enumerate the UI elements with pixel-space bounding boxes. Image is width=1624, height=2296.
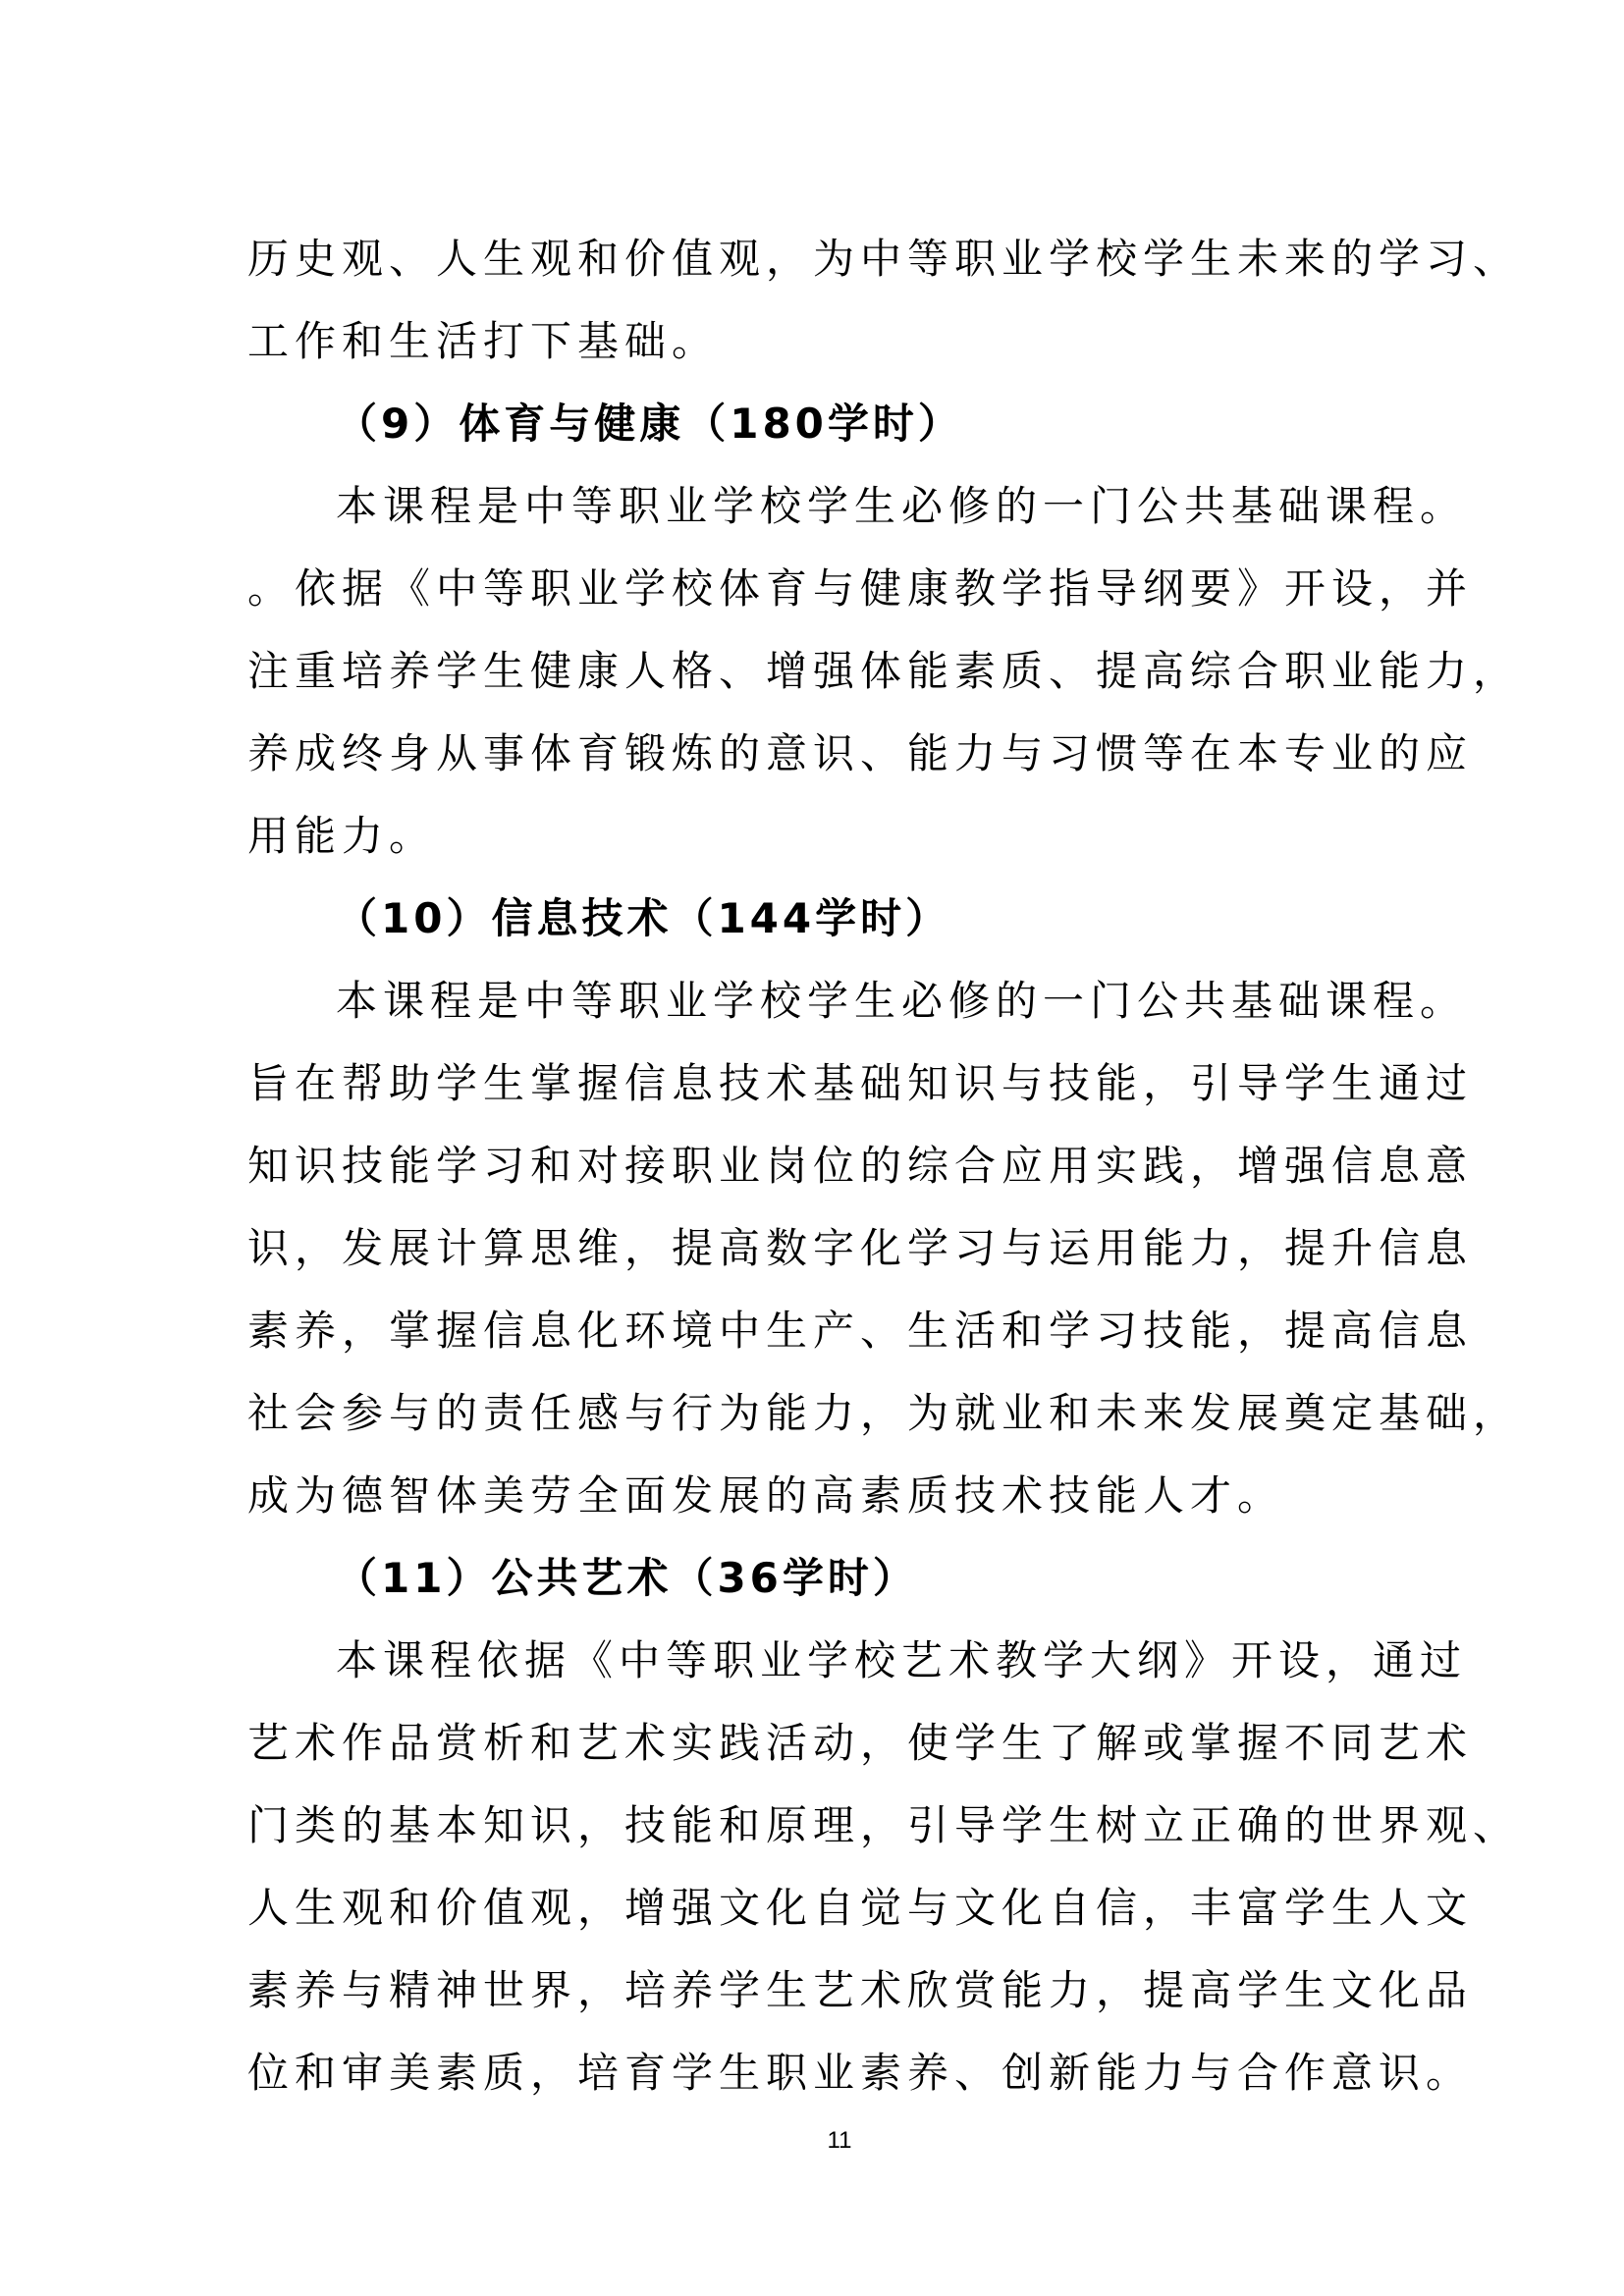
- body-line: 历史观、人生观和价值观，为中等职业学校学生未来的学习、: [247, 235, 1521, 283]
- section-heading-pe: （9）体育与健康（180学时）: [336, 400, 963, 448]
- body-line: 素养，掌握信息化环境中生产、生活和学习技能，提高信息: [247, 1307, 1474, 1355]
- section-heading-art: （11）公共艺术（36学时）: [336, 1554, 918, 1602]
- body-line: 养成终身从事体育锻炼的意识、能力与习惯等在本专业的应: [247, 729, 1474, 777]
- body-line: 工作和生活打下基础。: [247, 317, 720, 365]
- body-line: 成为德智体美劳全面发展的高素质技术技能人才。: [247, 1471, 1285, 1520]
- body-line: 本课程是中等职业学校学生必修的一门公共基础课程。: [336, 482, 1468, 530]
- body-line: 人生观和价值观，增强文化自觉与文化自信，丰富学生人文: [247, 1884, 1474, 1932]
- body-line: 门类的基本知识，技能和原理，引导学生树立正确的世界观、: [247, 1801, 1521, 1849]
- body-line: 位和审美素质，培育学生职业素养、创新能力与合作意识。: [247, 2049, 1474, 2097]
- body-line: 知识技能学习和对接职业岗位的综合应用实践，增强信息意: [247, 1142, 1474, 1190]
- body-line: 本课程是中等职业学校学生必修的一门公共基础课程。: [336, 977, 1468, 1025]
- body-line: 。依据《中等职业学校体育与健康教学指导纲要》开设，并: [247, 564, 1474, 613]
- body-line: 识，发展计算思维，提高数字化学习与运用能力，提升信息: [247, 1224, 1474, 1272]
- page-number: 11: [827, 2127, 852, 2154]
- body-line: 本课程依据《中等职业学校艺术教学大纲》开设，通过: [336, 1636, 1468, 1684]
- body-line: 社会参与的责任感与行为能力，为就业和未来发展奠定基础，: [247, 1389, 1521, 1437]
- body-line: 用能力。: [247, 812, 437, 860]
- body-line: 艺术作品赏析和艺术实践活动，使学生了解或掌握不同艺术: [247, 1719, 1474, 1767]
- section-heading-it: （10）信息技术（144学时）: [336, 894, 951, 942]
- document-body: [247, 218, 1521, 2114]
- body-line: 素养与精神世界，培养学生艺术欣赏能力，提高学生文化品: [247, 1966, 1474, 2014]
- body-line: 注重培养学生健康人格、增强体能素质、提高综合职业能力，: [247, 647, 1521, 695]
- body-line: 旨在帮助学生掌握信息技术基础知识与技能，引导学生通过: [247, 1059, 1474, 1107]
